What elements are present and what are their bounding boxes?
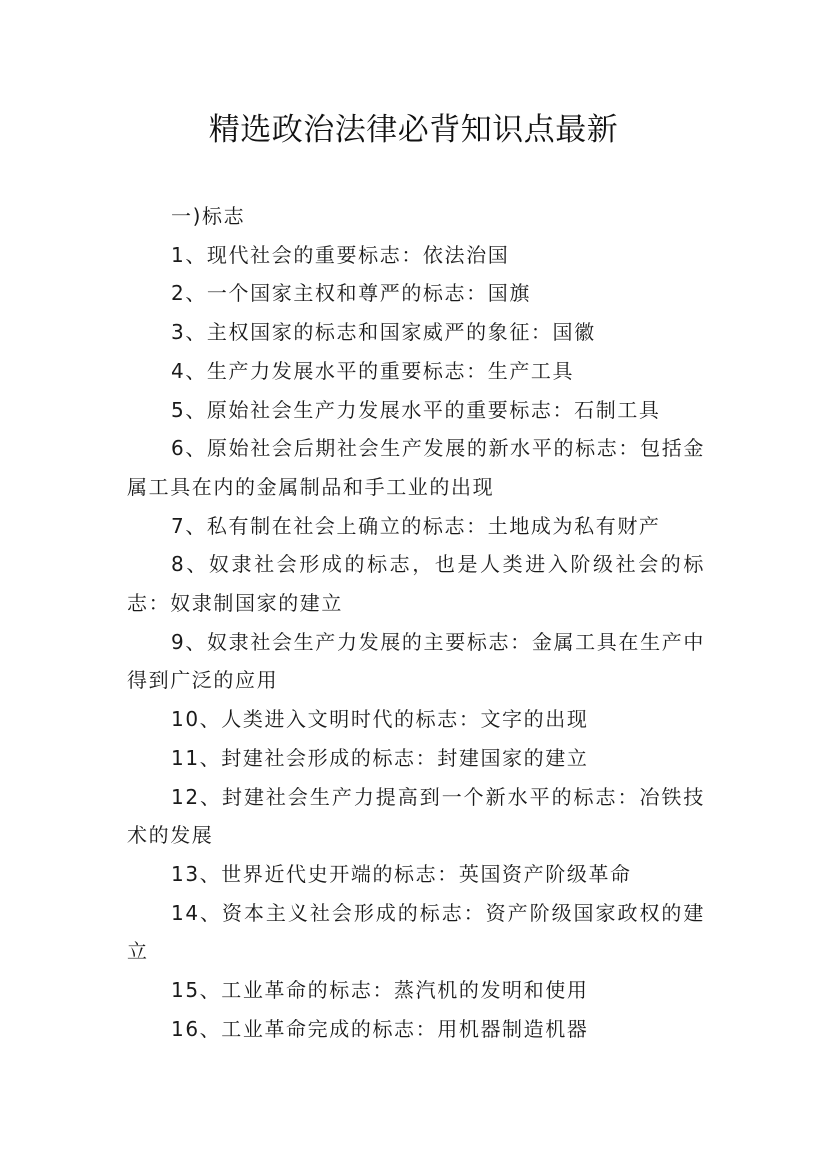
list-item: 1、现代社会的重要标志：依法治国 (171, 242, 510, 267)
list-item: 16、工业革命完成的标志：用机器制造机器 (171, 1016, 589, 1041)
list-item: 9、奴隶社会生产力发展的主要标志：金属工具在生产中得到广泛的应用 (127, 629, 705, 693)
list-item: 5、原始社会生产力发展水平的重要标志：石制工具 (171, 397, 661, 422)
section-heading: 一)标志 (171, 204, 246, 228)
list-item: 7、私有制在社会上确立的标志：土地成为私有财产 (171, 513, 661, 538)
list-item: 13、世界近代史开端的标志：英国资产阶级革命 (171, 861, 632, 886)
list-item: 6、原始社会后期社会生产发展的新水平的标志：包括金属工具在内的金属制品和手工业的出现 (127, 436, 705, 499)
list-item: 4、生产力发展水平的重要标志：生产工具 (171, 358, 575, 383)
document-body (127, 197, 705, 1048)
list-item: 11、封建社会形成的标志：封建国家的建立 (171, 745, 589, 770)
list-item: 2、一个国家主权和尊严的标志：国旗 (171, 281, 531, 306)
list-item: 10、人类进入文明时代的标志：文字的出现 (171, 707, 589, 732)
list-item: 3、主权国家的标志和国家威严的象征：国徽 (171, 320, 596, 345)
list-item: 12、封建社会生产力提高到一个新水平的标志：冶铁技术的发展 (127, 784, 705, 848)
page-title: 精选政治法律必背知识点最新 (208, 112, 619, 148)
list-item: 14、资本主义社会形成的标志：资产阶级国家政权的建立 (127, 900, 705, 964)
list-item: 8、奴隶社会形成的标志，也是人类进入阶级社会的标志：奴隶制国家的建立 (127, 552, 705, 616)
list-item: 15、工业革命的标志：蒸汽机的发明和使用 (171, 978, 589, 1003)
